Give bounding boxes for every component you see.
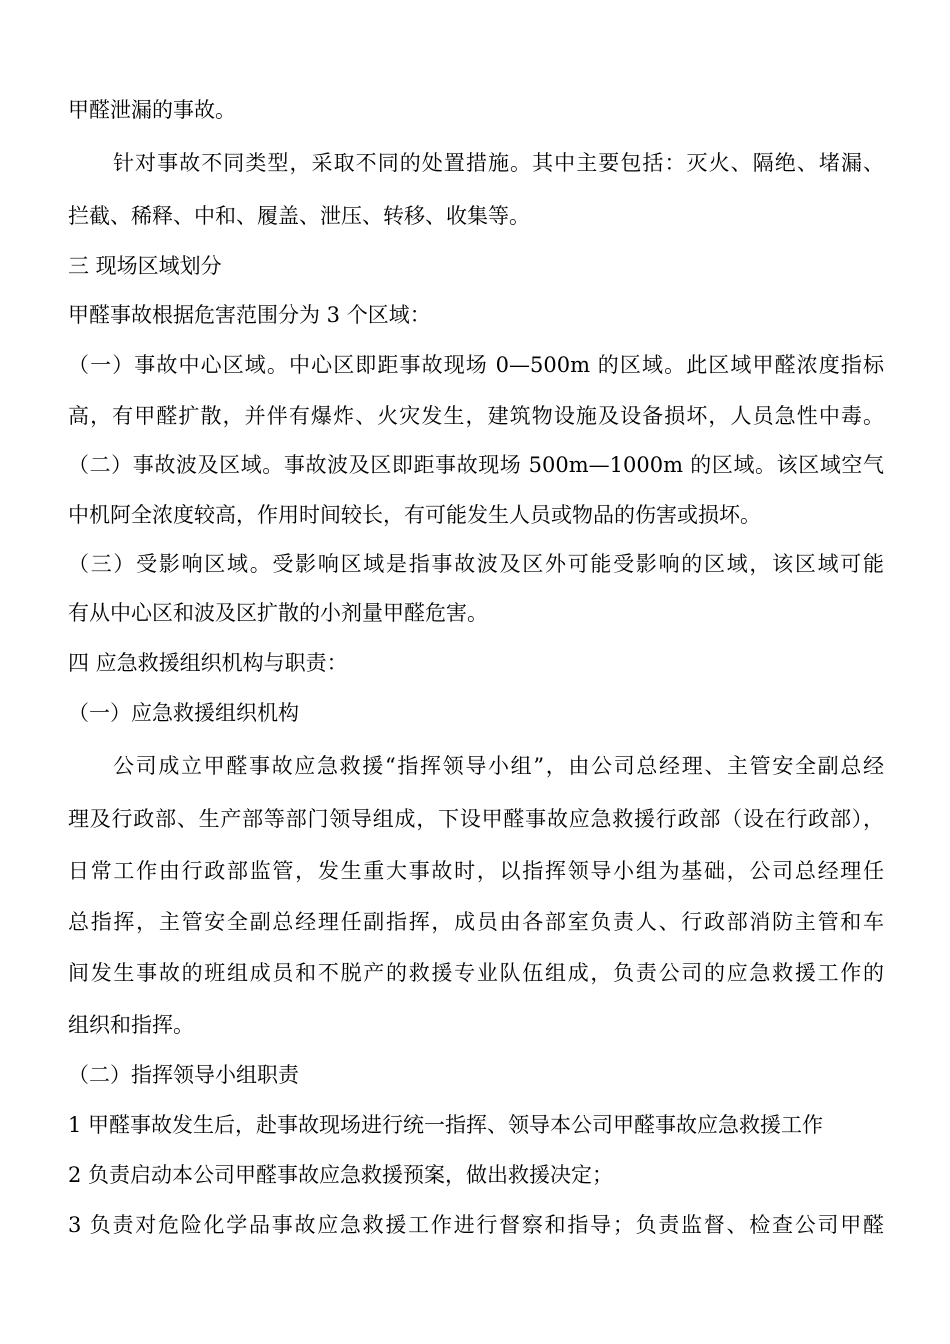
text-line: 中机阿全浓度较高，作用时间较长，有可能发生人员或物品的伤害或损坏。 (68, 503, 761, 527)
subsection-heading: （二）指挥领导小组职责 (68, 1063, 299, 1087)
text-line: 理及行政部、生产部等部门领导组成，下设甲醛事故应急救援行政部（设在行政部）， (68, 807, 884, 831)
text-line: 组织和指挥。 (68, 1013, 194, 1037)
text-line: 有从中心区和波及区扩散的小剂量甲醛危害。 (68, 601, 488, 625)
section-heading: 四 应急救援组织机构与职责： (68, 651, 348, 675)
text-line: 高，有甲醛扩散，并伴有爆炸、火灾发生，建筑物设施及设备损坏，人员急性中毒。 (68, 404, 884, 428)
text-line: 间发生事故的班组成员和不脱产的救援专业队伍组成，负责公司的应急救援工作的 (68, 961, 884, 985)
text-line: 总指挥，主管安全副总经理任副指挥，成员由各部室负责人、行政部消防主管和车 (68, 910, 884, 934)
list-item: 2 负责启动本公司甲醛事故应急救援预案，做出救援决定； (68, 1163, 614, 1187)
text-line: 针对事故不同类型，采取不同的处置措施。其中主要包括：灭火、隔绝、堵漏、 (113, 151, 884, 175)
text-line: （二）事故波及区域。事故波及区即距事故现场 500m—1000m 的区域。该区域空气 (68, 453, 884, 477)
text-line: （一）事故中心区域。中心区即距事故现场 0—500m 的区域。此区域甲醛浓度指标 (68, 353, 884, 377)
text-line: 甲醛事故根据危害范围分为 3 个区域： (68, 303, 431, 327)
section-heading: 三 现场区域划分 (68, 254, 222, 278)
text-line: （三）受影响区域。受影响区域是指事故波及区外可能受影响的区域，该区域可能 (68, 552, 884, 576)
text-line: 甲醛泄漏的事故。 (68, 98, 236, 122)
list-item: 3 负责对危险化学品事故应急救援工作进行督察和指导；负责监督、检查公司甲醛 (68, 1213, 884, 1237)
subsection-heading: （一）应急救援组织机构 (68, 701, 299, 725)
text-line: 日常工作由行政部监管，发生重大事故时，以指挥领导小组为基础，公司总经理任 (68, 859, 884, 883)
text-line: 公司成立甲醛事故应急救援“指挥领导小组”，由公司总经理、主管安全副总经 (113, 754, 884, 778)
list-item: 1 甲醛事故发生后，赴事故现场进行统一指挥、领导本公司甲醛事故应急救援工作 (68, 1113, 824, 1137)
text-line: 拦截、稀释、中和、履盖、泄压、转移、收集等。 (68, 204, 530, 228)
